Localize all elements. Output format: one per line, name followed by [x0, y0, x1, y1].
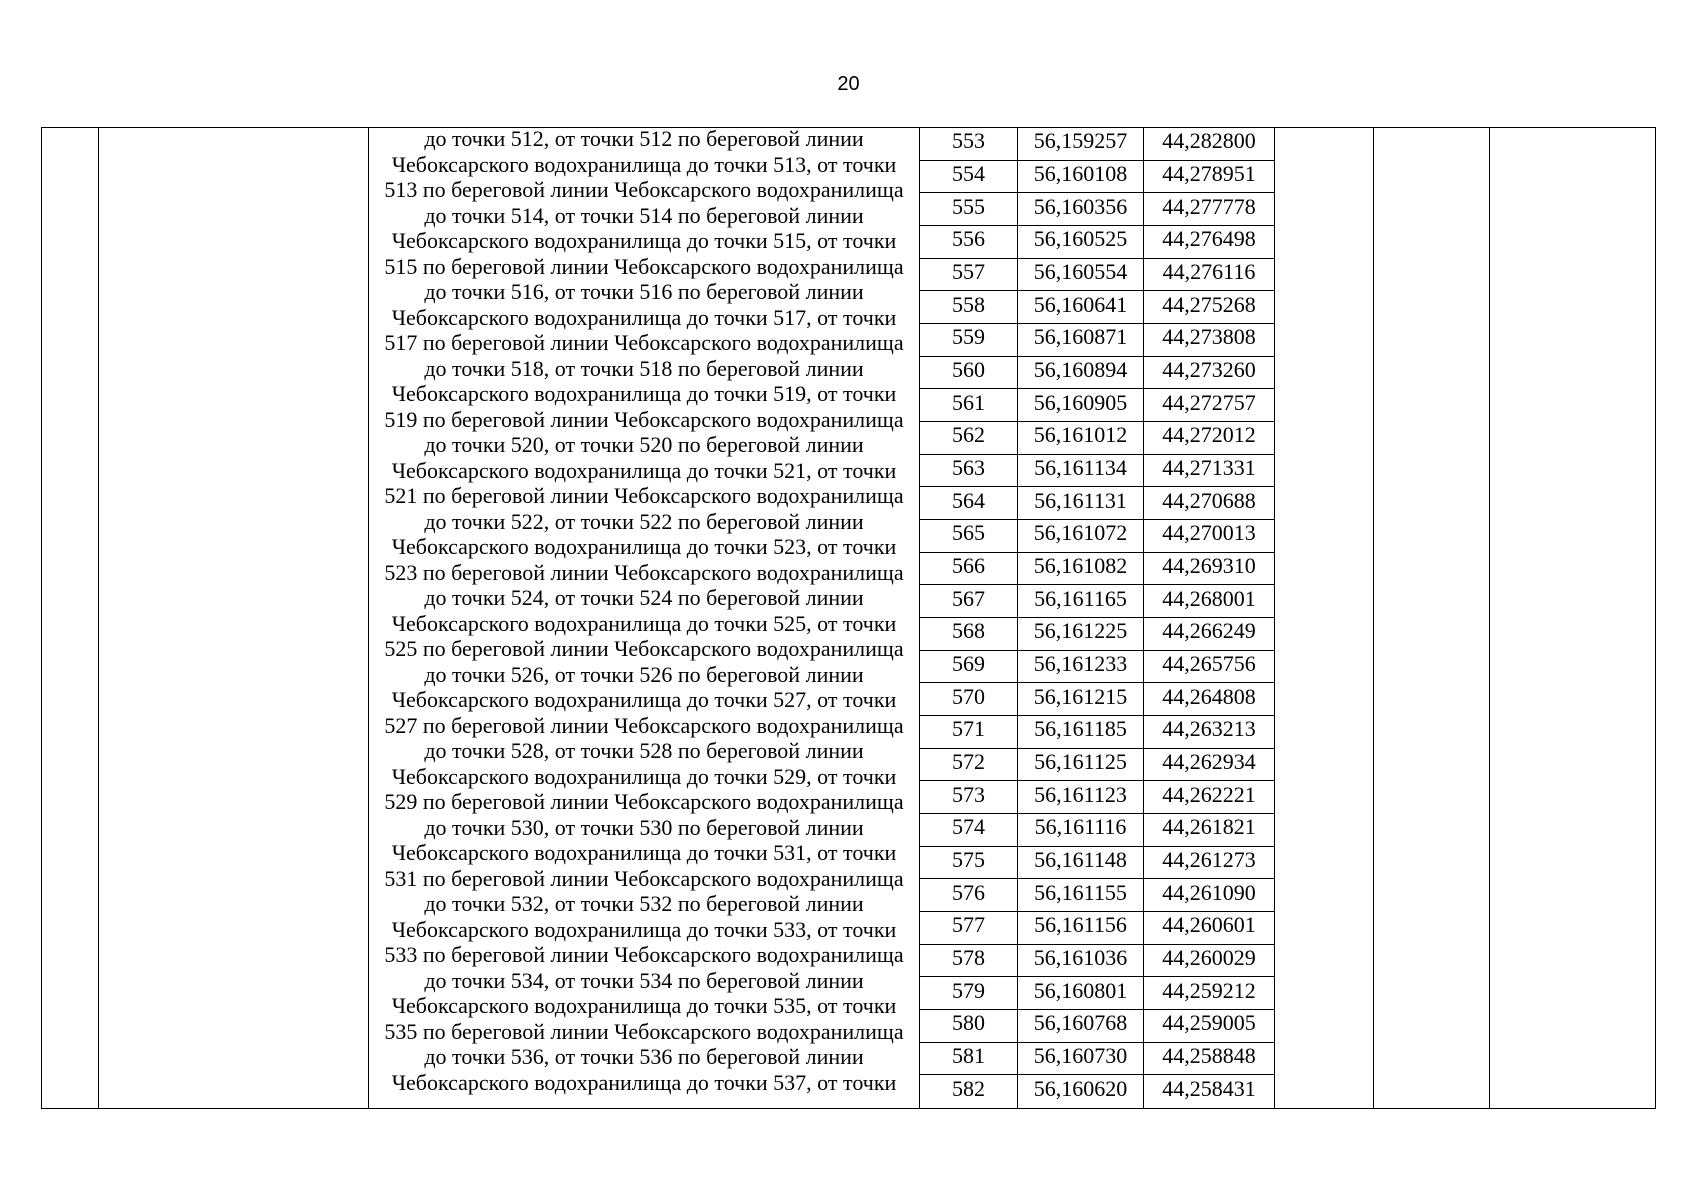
latitude-cell: 56,161082 [1018, 553, 1144, 586]
longitude-cell: 44,259005 [1144, 1010, 1275, 1043]
point-number-cell: 574 [920, 814, 1018, 847]
latitude-cell: 56,160871 [1018, 324, 1144, 357]
description-line: до точки 524, от точки 524 по береговой линии [424, 585, 864, 610]
latitude-cell: 56,161156 [1018, 912, 1144, 945]
description-line: до точки 528, от точки 528 по береговой линии [424, 738, 864, 763]
longitude-cell: 44,258848 [1144, 1043, 1275, 1076]
longitude-cell: 44,258431 [1144, 1075, 1275, 1108]
longitude-cell: 44,263213 [1144, 716, 1275, 749]
point-number-cell: 558 [920, 291, 1018, 324]
point-number-cell: 557 [920, 259, 1018, 292]
point-number-cell: 571 [920, 716, 1018, 749]
latitude-cell: 56,161012 [1018, 422, 1144, 455]
longitude-cell: 44,268001 [1144, 585, 1275, 618]
page-number: 20 [837, 73, 860, 95]
boundary-description-text [369, 126, 919, 1095]
longitude-cell: 44,269310 [1144, 553, 1275, 586]
latitude-cell: 56,161165 [1018, 585, 1144, 618]
latitude-cell: 56,160525 [1018, 226, 1144, 259]
description-line: Чебоксарского водохранилища до точки 521, от точки [391, 457, 897, 483]
latitude-cell: 56,160554 [1018, 259, 1144, 292]
description-line: до точки 534, от точки 534 по береговой линии [424, 967, 864, 993]
empty-column-8 [1374, 128, 1490, 1108]
longitude-cell: 44,278951 [1144, 161, 1275, 194]
longitude-cell: 44,272012 [1144, 422, 1275, 455]
empty-column-1 [42, 128, 99, 1108]
latitude-cell: 56,161134 [1018, 455, 1144, 488]
empty-column-9 [1490, 128, 1655, 1108]
point-number-cell: 567 [920, 585, 1018, 618]
points-coordinates-block [920, 128, 1275, 1108]
longitude-cell: 44,260029 [1144, 945, 1275, 978]
point-number-cell: 569 [920, 651, 1018, 684]
longitude-cell: 44,276498 [1144, 226, 1275, 259]
description-line: 527 по береговой линии Чебоксарского водохранилища [384, 712, 904, 738]
description-line: Чебоксарского водохранилища до точки 525, от точки [391, 610, 897, 636]
description-line: 525 по береговой линии Чебоксарского водохранилища [384, 636, 904, 661]
description-line: 515 по береговой линии Чебоксарского водохранилища [384, 253, 904, 279]
longitude-cell: 44,264808 [1144, 683, 1275, 716]
description-line: Чебоксарского водохранилища до точки 523, от точки [391, 534, 897, 559]
description-line: Чебоксарского водохранилища до точки 537, от точки [391, 1069, 897, 1095]
description-line: до точки 526, от точки 526 по береговой линии [424, 661, 864, 687]
point-number-cell: 581 [920, 1043, 1018, 1076]
empty-column-2 [99, 128, 369, 1108]
longitude-cell: 44,275268 [1144, 291, 1275, 324]
longitude-cell: 44,261821 [1144, 814, 1275, 847]
point-number-cell: 554 [920, 161, 1018, 194]
latitude-cell: 56,160730 [1018, 1043, 1144, 1076]
latitude-cell: 56,161116 [1018, 814, 1144, 847]
description-line: Чебоксарского водохранилища до точки 529, от точки [391, 763, 897, 789]
description-line: 519 по береговой линии Чебоксарского водохранилища [384, 406, 904, 432]
point-number-cell: 582 [920, 1075, 1018, 1108]
description-line: Чебоксарского водохранилища до точки 527, от точки [391, 687, 897, 712]
latitude-cell: 56,161225 [1018, 618, 1144, 651]
latitude-cell: 56,160801 [1018, 977, 1144, 1010]
point-number-cell: 556 [920, 226, 1018, 259]
longitude-cell: 44,270688 [1144, 487, 1275, 520]
description-line: 529 по береговой линии Чебоксарского водохранилища [384, 789, 904, 814]
point-number-cell: 555 [920, 193, 1018, 226]
latitude-cell: 56,160768 [1018, 1010, 1144, 1043]
latitude-cell: 56,161185 [1018, 716, 1144, 749]
point-number-cell: 565 [920, 520, 1018, 553]
point-number-cell: 559 [920, 324, 1018, 357]
latitude-cell: 56,161233 [1018, 651, 1144, 684]
latitude-cell: 56,160108 [1018, 161, 1144, 194]
description-line: Чебоксарского водохранилища до точки 519, от точки [391, 381, 897, 406]
longitude-cell: 44,271331 [1144, 455, 1275, 488]
longitude-cell: 44,261090 [1144, 879, 1275, 912]
point-number-cell: 576 [920, 879, 1018, 912]
latitude-cell: 56,161125 [1018, 749, 1144, 782]
latitude-cell: 56,159257 [1018, 128, 1144, 161]
longitude-cell: 44,270013 [1144, 520, 1275, 553]
latitude-cell: 56,161215 [1018, 683, 1144, 716]
description-line: до точки 532, от точки 532 по береговой линии [424, 891, 864, 916]
point-number-cell: 570 [920, 683, 1018, 716]
description-line: Чебоксарского водохранилища до точки 533, от точки [391, 916, 897, 942]
description-line: 513 по береговой линии Чебоксарского водохранилища [384, 177, 904, 202]
latitude-cell: 56,160894 [1018, 357, 1144, 390]
description-line: Чебоксарского водохранилища до точки 535, от точки [391, 993, 897, 1018]
longitude-cell: 44,260601 [1144, 912, 1275, 945]
description-line: до точки 514, от точки 514 по береговой линии [424, 202, 864, 228]
boundary-description-cell [369, 128, 920, 1108]
point-number-cell: 572 [920, 749, 1018, 782]
latitude-cell: 56,160641 [1018, 291, 1144, 324]
latitude-cell: 56,160620 [1018, 1075, 1144, 1108]
point-number-cell: 563 [920, 455, 1018, 488]
longitude-cell: 44,272757 [1144, 389, 1275, 422]
description-line: до точки 520, от точки 520 по береговой линии [424, 432, 864, 457]
latitude-cell: 56,160356 [1018, 193, 1144, 226]
point-number-cell: 560 [920, 357, 1018, 390]
description-line: Чебоксарского водохранилища до точки 531, от точки [391, 840, 897, 865]
longitude-cell: 44,276116 [1144, 259, 1275, 292]
longitude-cell: 44,266249 [1144, 618, 1275, 651]
coordinates-table [41, 127, 1656, 1109]
description-line: до точки 518, от точки 518 по береговой линии [424, 355, 864, 381]
description-line: Чебоксарского водохранилища до точки 515, от точки [391, 228, 897, 253]
point-number-cell: 561 [920, 389, 1018, 422]
point-number-cell: 575 [920, 847, 1018, 880]
longitude-cell: 44,265756 [1144, 651, 1275, 684]
point-number-cell: 553 [920, 128, 1018, 161]
longitude-cell: 44,259212 [1144, 977, 1275, 1010]
point-number-cell: 578 [920, 945, 1018, 978]
point-number-cell: 577 [920, 912, 1018, 945]
description-line: 531 по береговой линии Чебоксарского водохранилища [384, 865, 904, 891]
point-number-cell: 573 [920, 781, 1018, 814]
latitude-cell: 56,161148 [1018, 847, 1144, 880]
description-line: 535 по береговой линии Чебоксарского водохранилища [384, 1018, 904, 1044]
longitude-cell: 44,262934 [1144, 749, 1275, 782]
description-line: до точки 516, от точки 516 по береговой линии [424, 279, 864, 304]
longitude-cell: 44,273808 [1144, 324, 1275, 357]
point-number-cell: 564 [920, 487, 1018, 520]
description-line: 533 по береговой линии Чебоксарского водохранилища [384, 942, 904, 967]
latitude-cell: 56,161123 [1018, 781, 1144, 814]
description-line: до точки 512, от точки 512 по береговой линии [424, 126, 864, 151]
point-number-cell: 579 [920, 977, 1018, 1010]
point-number-cell: 562 [920, 422, 1018, 455]
description-line: Чебоксарского водохранилища до точки 513, от точки [391, 151, 897, 177]
description-line: Чебоксарского водохранилища до точки 517, от точки [391, 304, 897, 330]
empty-column-7 [1275, 128, 1374, 1108]
longitude-cell: 44,261273 [1144, 847, 1275, 880]
latitude-cell: 56,161131 [1018, 487, 1144, 520]
description-line: до точки 536, от точки 536 по береговой линии [424, 1044, 864, 1069]
longitude-cell: 44,273260 [1144, 357, 1275, 390]
latitude-cell: 56,161155 [1018, 879, 1144, 912]
point-number-cell: 580 [920, 1010, 1018, 1043]
description-line: 521 по береговой линии Чебоксарского водохранилища [384, 483, 904, 508]
description-line: 523 по береговой линии Чебоксарского водохранилища [384, 559, 904, 585]
longitude-cell: 44,282800 [1144, 128, 1275, 161]
description-line: до точки 530, от точки 530 по береговой линии [424, 814, 864, 840]
latitude-cell: 56,161072 [1018, 520, 1144, 553]
description-line: 517 по береговой линии Чебоксарского водохранилища [384, 330, 904, 355]
point-number-cell: 566 [920, 553, 1018, 586]
description-line: до точки 522, от точки 522 по береговой линии [424, 508, 864, 534]
point-number-cell: 568 [920, 618, 1018, 651]
longitude-cell: 44,277778 [1144, 193, 1275, 226]
latitude-cell: 56,161036 [1018, 945, 1144, 978]
latitude-cell: 56,160905 [1018, 389, 1144, 422]
longitude-cell: 44,262221 [1144, 781, 1275, 814]
